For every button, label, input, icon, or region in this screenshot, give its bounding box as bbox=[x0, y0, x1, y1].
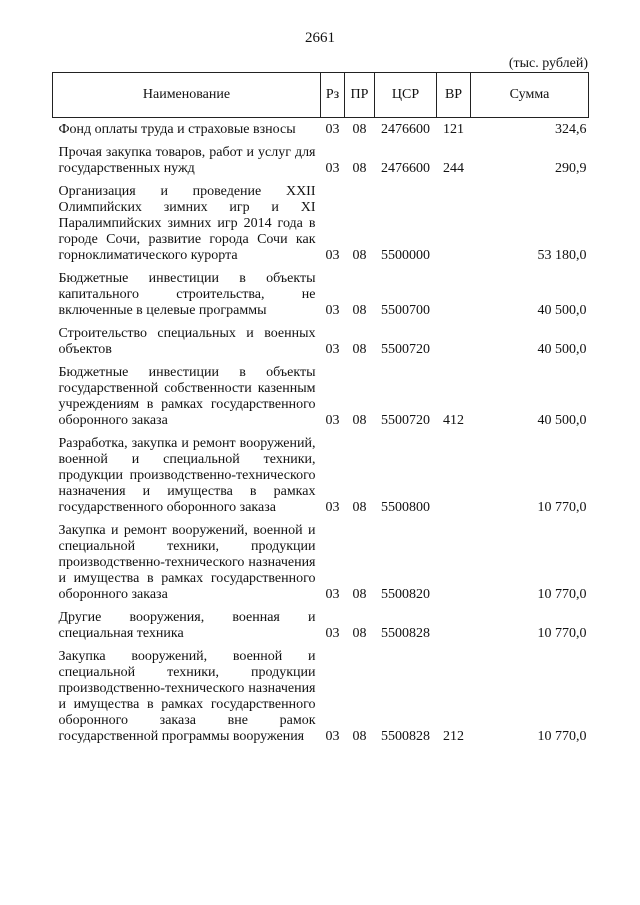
row-csr: 5500720 bbox=[381, 413, 430, 428]
row-name: Закупка вооружений, военной и специальной техники, продукции производственно-технического назначения и имущества в рамках государственного оборонного заказа вне рамок государственной программы вооружения bbox=[58, 649, 316, 744]
table-row bbox=[53, 519, 589, 606]
header-sum: Сумма bbox=[471, 73, 589, 118]
row-csr: 2476600 bbox=[381, 122, 430, 137]
row-rz: 03 bbox=[325, 729, 340, 744]
header-rz: Рз bbox=[321, 73, 345, 118]
row-sum: 40 500,0 bbox=[537, 342, 587, 357]
table-row bbox=[53, 432, 589, 519]
row-name: Строительство специальных и военных объектов bbox=[58, 326, 316, 357]
row-csr: 5500700 bbox=[381, 303, 430, 318]
table-row bbox=[53, 118, 589, 142]
table-row bbox=[53, 267, 589, 322]
row-pr: 08 bbox=[352, 413, 367, 428]
row-rz: 03 bbox=[325, 161, 340, 176]
row-vr bbox=[437, 519, 471, 606]
row-csr: 5500828 bbox=[381, 626, 430, 641]
row-vr: 412 bbox=[443, 413, 464, 428]
row-pr: 08 bbox=[352, 729, 367, 744]
row-csr: 5500720 bbox=[381, 342, 430, 357]
row-rz: 03 bbox=[325, 248, 340, 263]
table-row bbox=[53, 606, 589, 645]
row-csr: 2476600 bbox=[381, 161, 430, 176]
row-name: Бюджетные инвестиции в объекты государственной собственности казенным учреждениям в рамках государственного оборонного заказа bbox=[58, 365, 316, 428]
table-row bbox=[53, 361, 589, 432]
row-name: Разработка, закупка и ремонт вооружений, военной и специальной техники, продукции производственно-технического назначения и имущества в рамках государственного оборонного заказа bbox=[58, 436, 316, 515]
row-pr: 08 bbox=[352, 500, 367, 515]
row-rz: 03 bbox=[325, 303, 340, 318]
row-vr bbox=[437, 322, 471, 361]
page-number: 2661 bbox=[305, 30, 335, 46]
row-rz: 03 bbox=[325, 413, 340, 428]
row-sum: 10 770,0 bbox=[537, 626, 587, 641]
row-vr bbox=[437, 180, 471, 267]
row-csr: 5500000 bbox=[381, 248, 430, 263]
header-pr: ПР bbox=[345, 73, 375, 118]
header-csr: ЦСР bbox=[375, 73, 437, 118]
row-sum: 10 770,0 bbox=[537, 729, 587, 744]
row-sum: 40 500,0 bbox=[537, 303, 587, 318]
row-vr: 212 bbox=[443, 729, 464, 744]
row-vr: 121 bbox=[443, 122, 464, 137]
row-csr: 5500820 bbox=[381, 587, 430, 602]
header-name: Наименование bbox=[53, 73, 321, 118]
row-sum: 53 180,0 bbox=[537, 248, 587, 263]
header-vr: ВР bbox=[437, 73, 471, 118]
row-name: Другие вооружения, военная и специальная техника bbox=[58, 610, 316, 641]
table-row bbox=[53, 141, 589, 180]
row-csr: 5500828 bbox=[381, 729, 430, 744]
row-name: Бюджетные инвестиции в объекты капитального строительства, не включенные в целевые программы bbox=[58, 271, 316, 318]
budget-table bbox=[52, 72, 589, 748]
row-sum: 324,6 bbox=[555, 122, 587, 137]
row-name: Закупка и ремонт вооружений, военной и специальной техники, продукции производственно-технического назначения и имущества в рамках государственного оборонного заказа bbox=[58, 523, 316, 602]
row-pr: 08 bbox=[352, 587, 367, 602]
row-rz: 03 bbox=[325, 500, 340, 515]
row-rz: 03 bbox=[325, 342, 340, 357]
row-vr bbox=[437, 606, 471, 645]
table-header-row bbox=[53, 73, 589, 118]
table-row bbox=[53, 180, 589, 267]
row-pr: 08 bbox=[352, 248, 367, 263]
row-sum: 10 770,0 bbox=[537, 587, 587, 602]
row-vr: 244 bbox=[443, 161, 464, 176]
row-pr: 08 bbox=[352, 161, 367, 176]
units-label: (тыс. рублей) bbox=[508, 56, 588, 71]
table-row bbox=[53, 645, 589, 748]
row-pr: 08 bbox=[352, 122, 367, 137]
row-pr: 08 bbox=[352, 626, 367, 641]
row-name: Фонд оплаты труда и страховые взносы bbox=[58, 122, 296, 137]
row-pr: 08 bbox=[352, 342, 367, 357]
row-rz: 03 bbox=[325, 626, 340, 641]
row-name: Прочая закупка товаров, работ и услуг для государственных нужд bbox=[58, 145, 316, 176]
row-vr bbox=[437, 432, 471, 519]
row-pr: 08 bbox=[352, 303, 367, 318]
row-sum: 40 500,0 bbox=[537, 413, 587, 428]
row-csr: 5500800 bbox=[381, 500, 430, 515]
row-rz: 03 bbox=[325, 122, 340, 137]
row-name: Организация и проведение XXII Олимпийских зимних игр и XI Паралимпийских зимних игр 2014 года в городе Сочи, развитие города Сочи как горноклиматического курорта bbox=[58, 184, 316, 263]
row-sum: 290,9 bbox=[555, 161, 587, 176]
row-sum: 10 770,0 bbox=[537, 500, 587, 515]
table-row bbox=[53, 322, 589, 361]
row-vr bbox=[437, 267, 471, 322]
row-rz: 03 bbox=[325, 587, 340, 602]
